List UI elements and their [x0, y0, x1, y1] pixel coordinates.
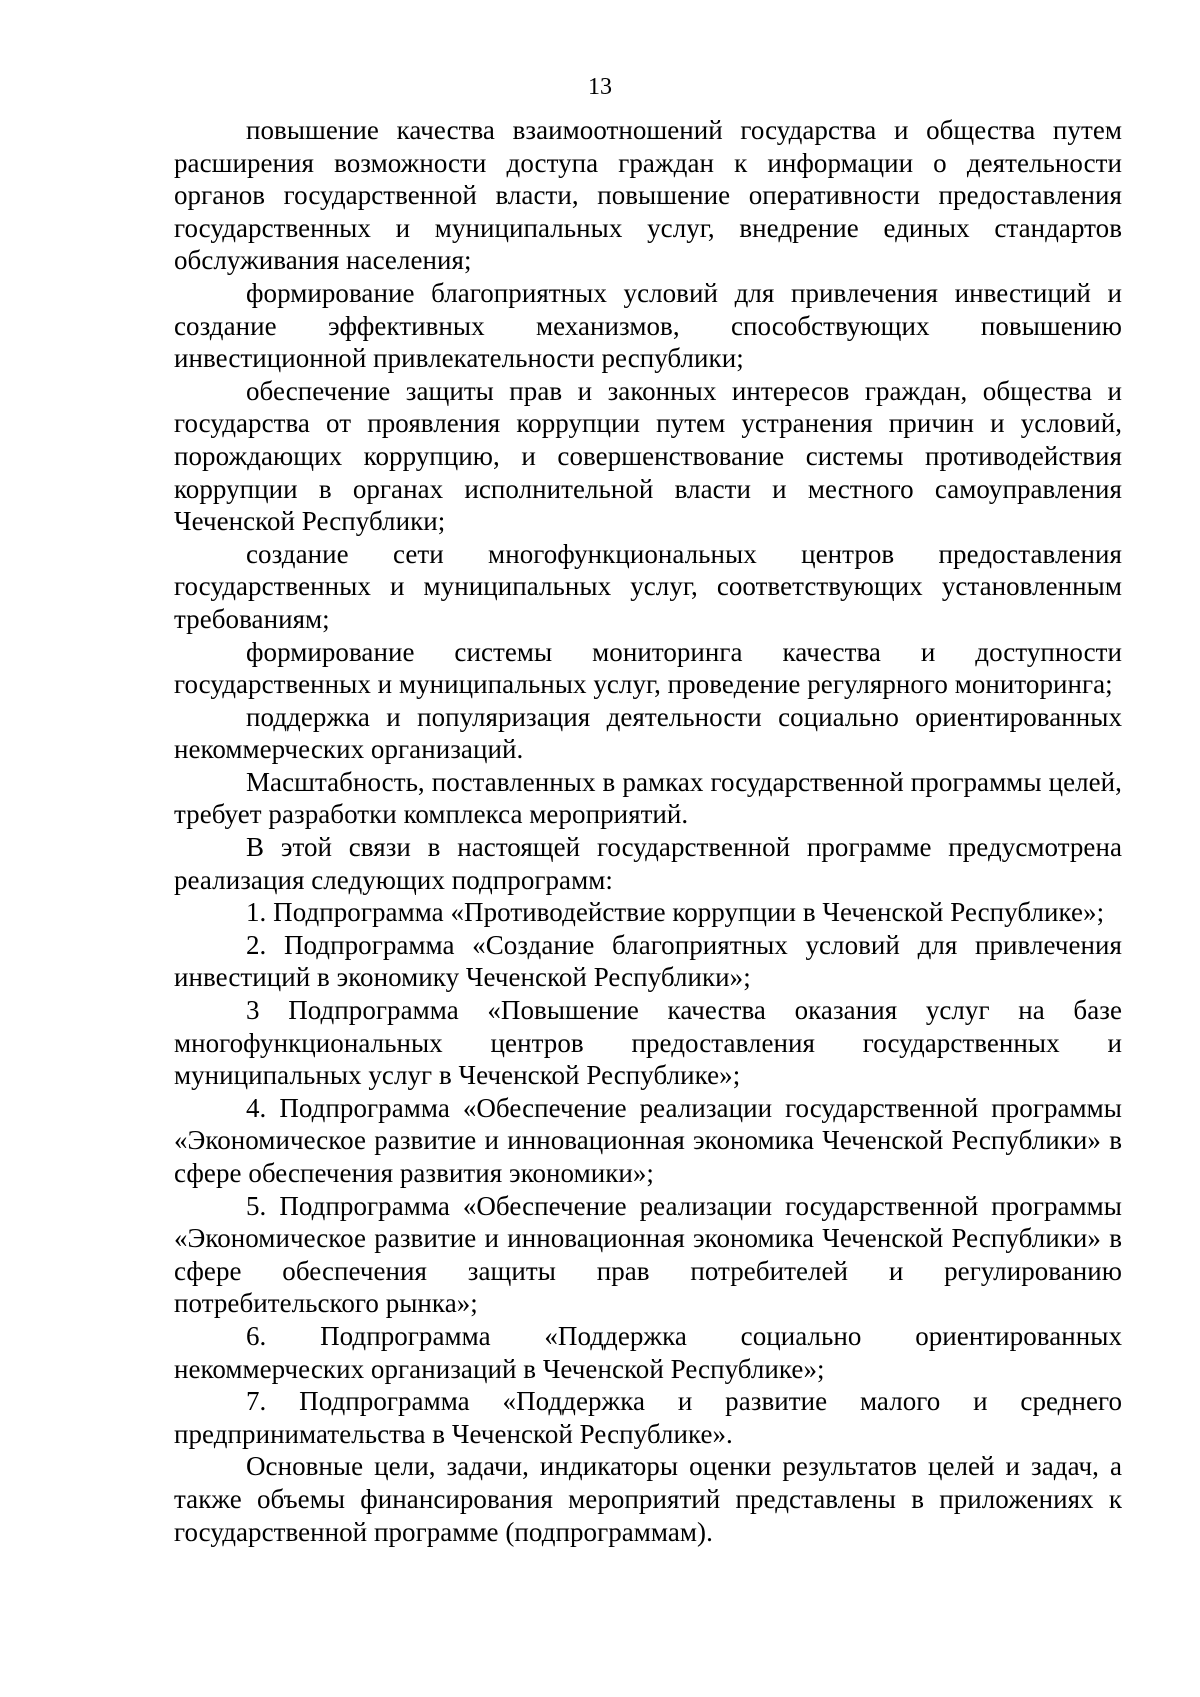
list-item-subprogram-3: 3 Подпрограмма «Повышение качества оказания услуг на базе многофункциональных центров предоставления государственных и муниципальных услуг в Чеченской Республике»;	[174, 995, 1122, 1091]
paragraph: В этой связи в настоящей государственной программе предусмотрена реализация следующих подпрограмм:	[174, 832, 1122, 895]
paragraph: создание сети многофункциональных центров предоставления государственных и муниципальных услуг, соответствующих установленным требованиям;	[174, 538, 1122, 634]
page-number: 13	[588, 74, 612, 100]
list-item-subprogram-7: 7. Подпрограмма «Поддержка и развитие малого и среднего предпринимательства в Чеченской Республике».	[174, 1386, 1122, 1449]
body-text	[174, 114, 1122, 1548]
list-item-subprogram-2: 2. Подпрограмма «Создание благоприятных условий для привлечения инвестиций в экономику Чеченской Республики»;	[174, 929, 1122, 993]
paragraph: Масштабность, поставленных в рамках государственной программы целей, требует разработки комплекса мероприятий.	[174, 766, 1122, 830]
paragraph: Основные цели, задачи, индикаторы оценки результатов целей и задач, а также объемы финансирования мероприятий представлены в приложениях к государственной программе (подпрограммам).	[174, 1451, 1122, 1547]
paragraph: формирование системы мониторинга качества и доступности государственных и муниципальных услуг, проведение регулярного мониторинга;	[174, 636, 1122, 700]
paragraph: обеспечение защиты прав и законных интересов граждан, общества и государства от проявления коррупции путем устранения причин и условий, порождающих коррупцию, и совершенствование системы противодействия коррупции в органах исполнительной власти и местного самоуправления Чеченской Республики;	[174, 375, 1122, 537]
paragraph: поддержка и популяризация деятельности социально ориентированных некоммерческих организаций.	[174, 701, 1122, 765]
paragraph: повышение качества взаимоотношений государства и общества путем расширения возможности доступа граждан к информации о деятельности органов государственной власти, повышение оперативности предоставления государственных и муниципальных услуг, внедрение единых стандартов обслуживания населения;	[174, 115, 1122, 276]
list-item-subprogram-5: 5. Подпрограмма «Обеспечение реализации государственной программы «Экономическое развитие и инновационная экономика Чеченской Республики» в сфере обеспечения защиты прав потребителей и регулированию потребительского рынка»;	[174, 1190, 1122, 1319]
list-item-subprogram-1: 1. Подпрограмма «Противодействие коррупции в Чеченской Республике»;	[246, 897, 1105, 928]
paragraph: формирование благоприятных условий для привлечения инвестиций и создание эффективных механизмов, способствующих повышению инвестиционной привлекательности республики;	[174, 277, 1122, 374]
list-item-subprogram-4: 4. Подпрограмма «Обеспечение реализации государственной программы «Экономическое развитие и инновационная экономика Чеченской Республики» в сфере обеспечения развития экономики»;	[174, 1092, 1122, 1188]
list-item-subprogram-6: 6. Подпрограмма «Поддержка социально ориентированных некоммерческих организаций в Чеченской Республике»;	[174, 1320, 1122, 1384]
